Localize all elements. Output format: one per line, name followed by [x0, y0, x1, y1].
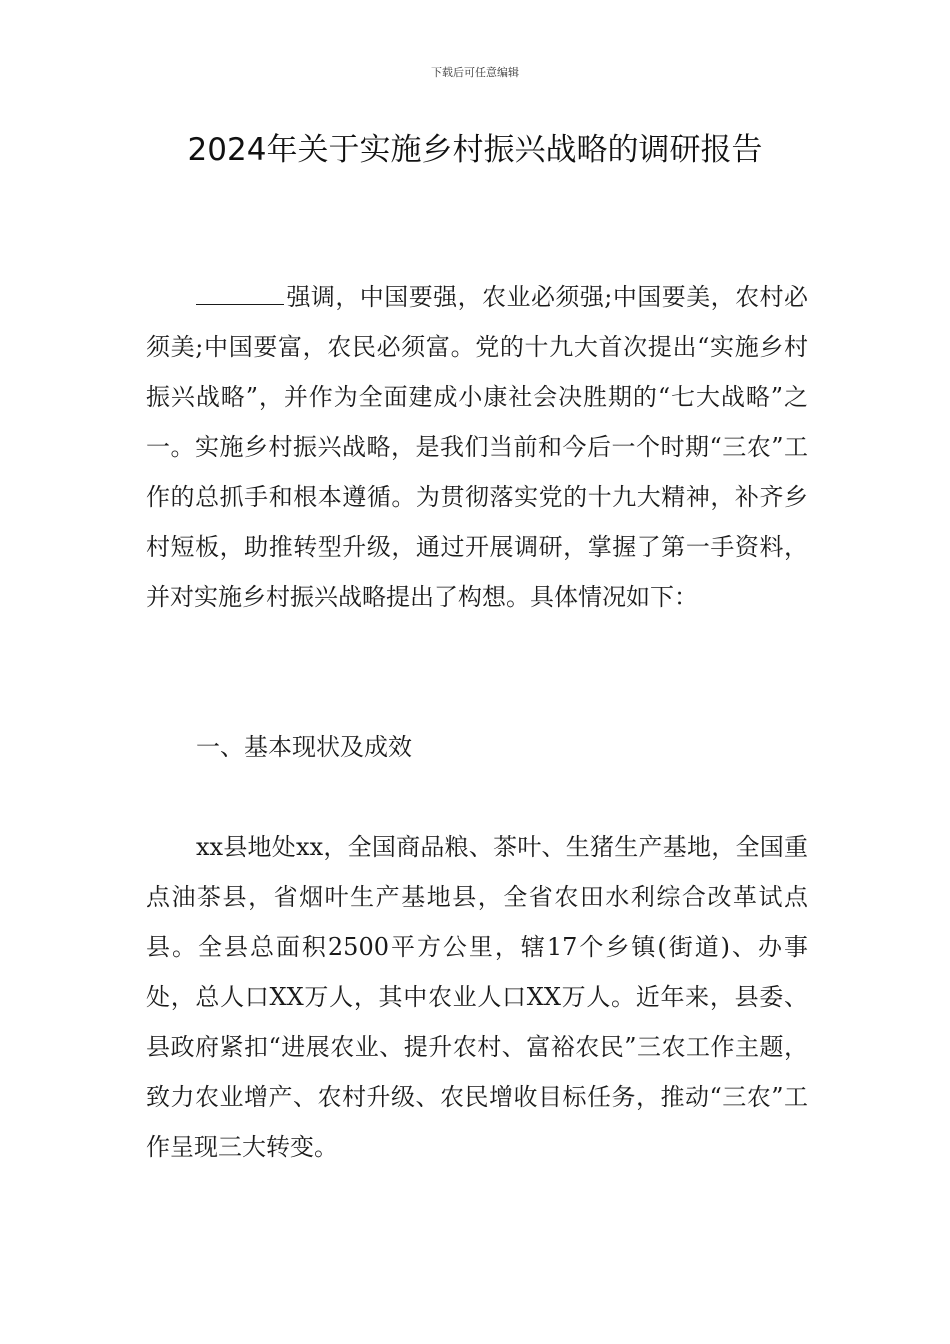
intro-paragraph [146, 272, 808, 622]
blank-fill-line [196, 276, 284, 305]
header-note: 下载后可任意编辑 [431, 66, 519, 79]
intro-paragraph-text: 强调，中国要强，农业必须强;中国要美，农村必须美;中国要富，农民必须富。党的十九大首次提出“实施乡村振兴战略”，并作为全面建成小康社会决胜期的“七大战略”之一。实施乡村振兴战略，是我们当前和今后一个时期“三农”工作的总抓手和根本遵循。为贯彻落实党的十九大精神，补齐乡村短板，助推转型升级，通过开展调研，掌握了第一手资料，并对实施乡村振兴战略提出了构想。具体情况如下： [146, 283, 808, 611]
section-heading: 一、基本现状及成效 [196, 733, 412, 761]
section-paragraph: xx县地处xx，全国商品粮、茶叶、生猪生产基地，全国重点油茶县，省烟叶生产基地县，全省农田水利综合改革试点县。全县总面积2500平方公里，辖17个乡镇(街道)、办事处，总人口XX万人，其中农业人口XX万人。近年来，县委、县政府紧扣“进展农业、提升农村、富裕农民”三农工作主题，致力农业增产、农村升级、农民增收目标任务，推动“三农”工作呈现三大转变。 [146, 833, 808, 1161]
document-title: 2024年关于实施乡村振兴战略的调研报告 [187, 132, 763, 168]
